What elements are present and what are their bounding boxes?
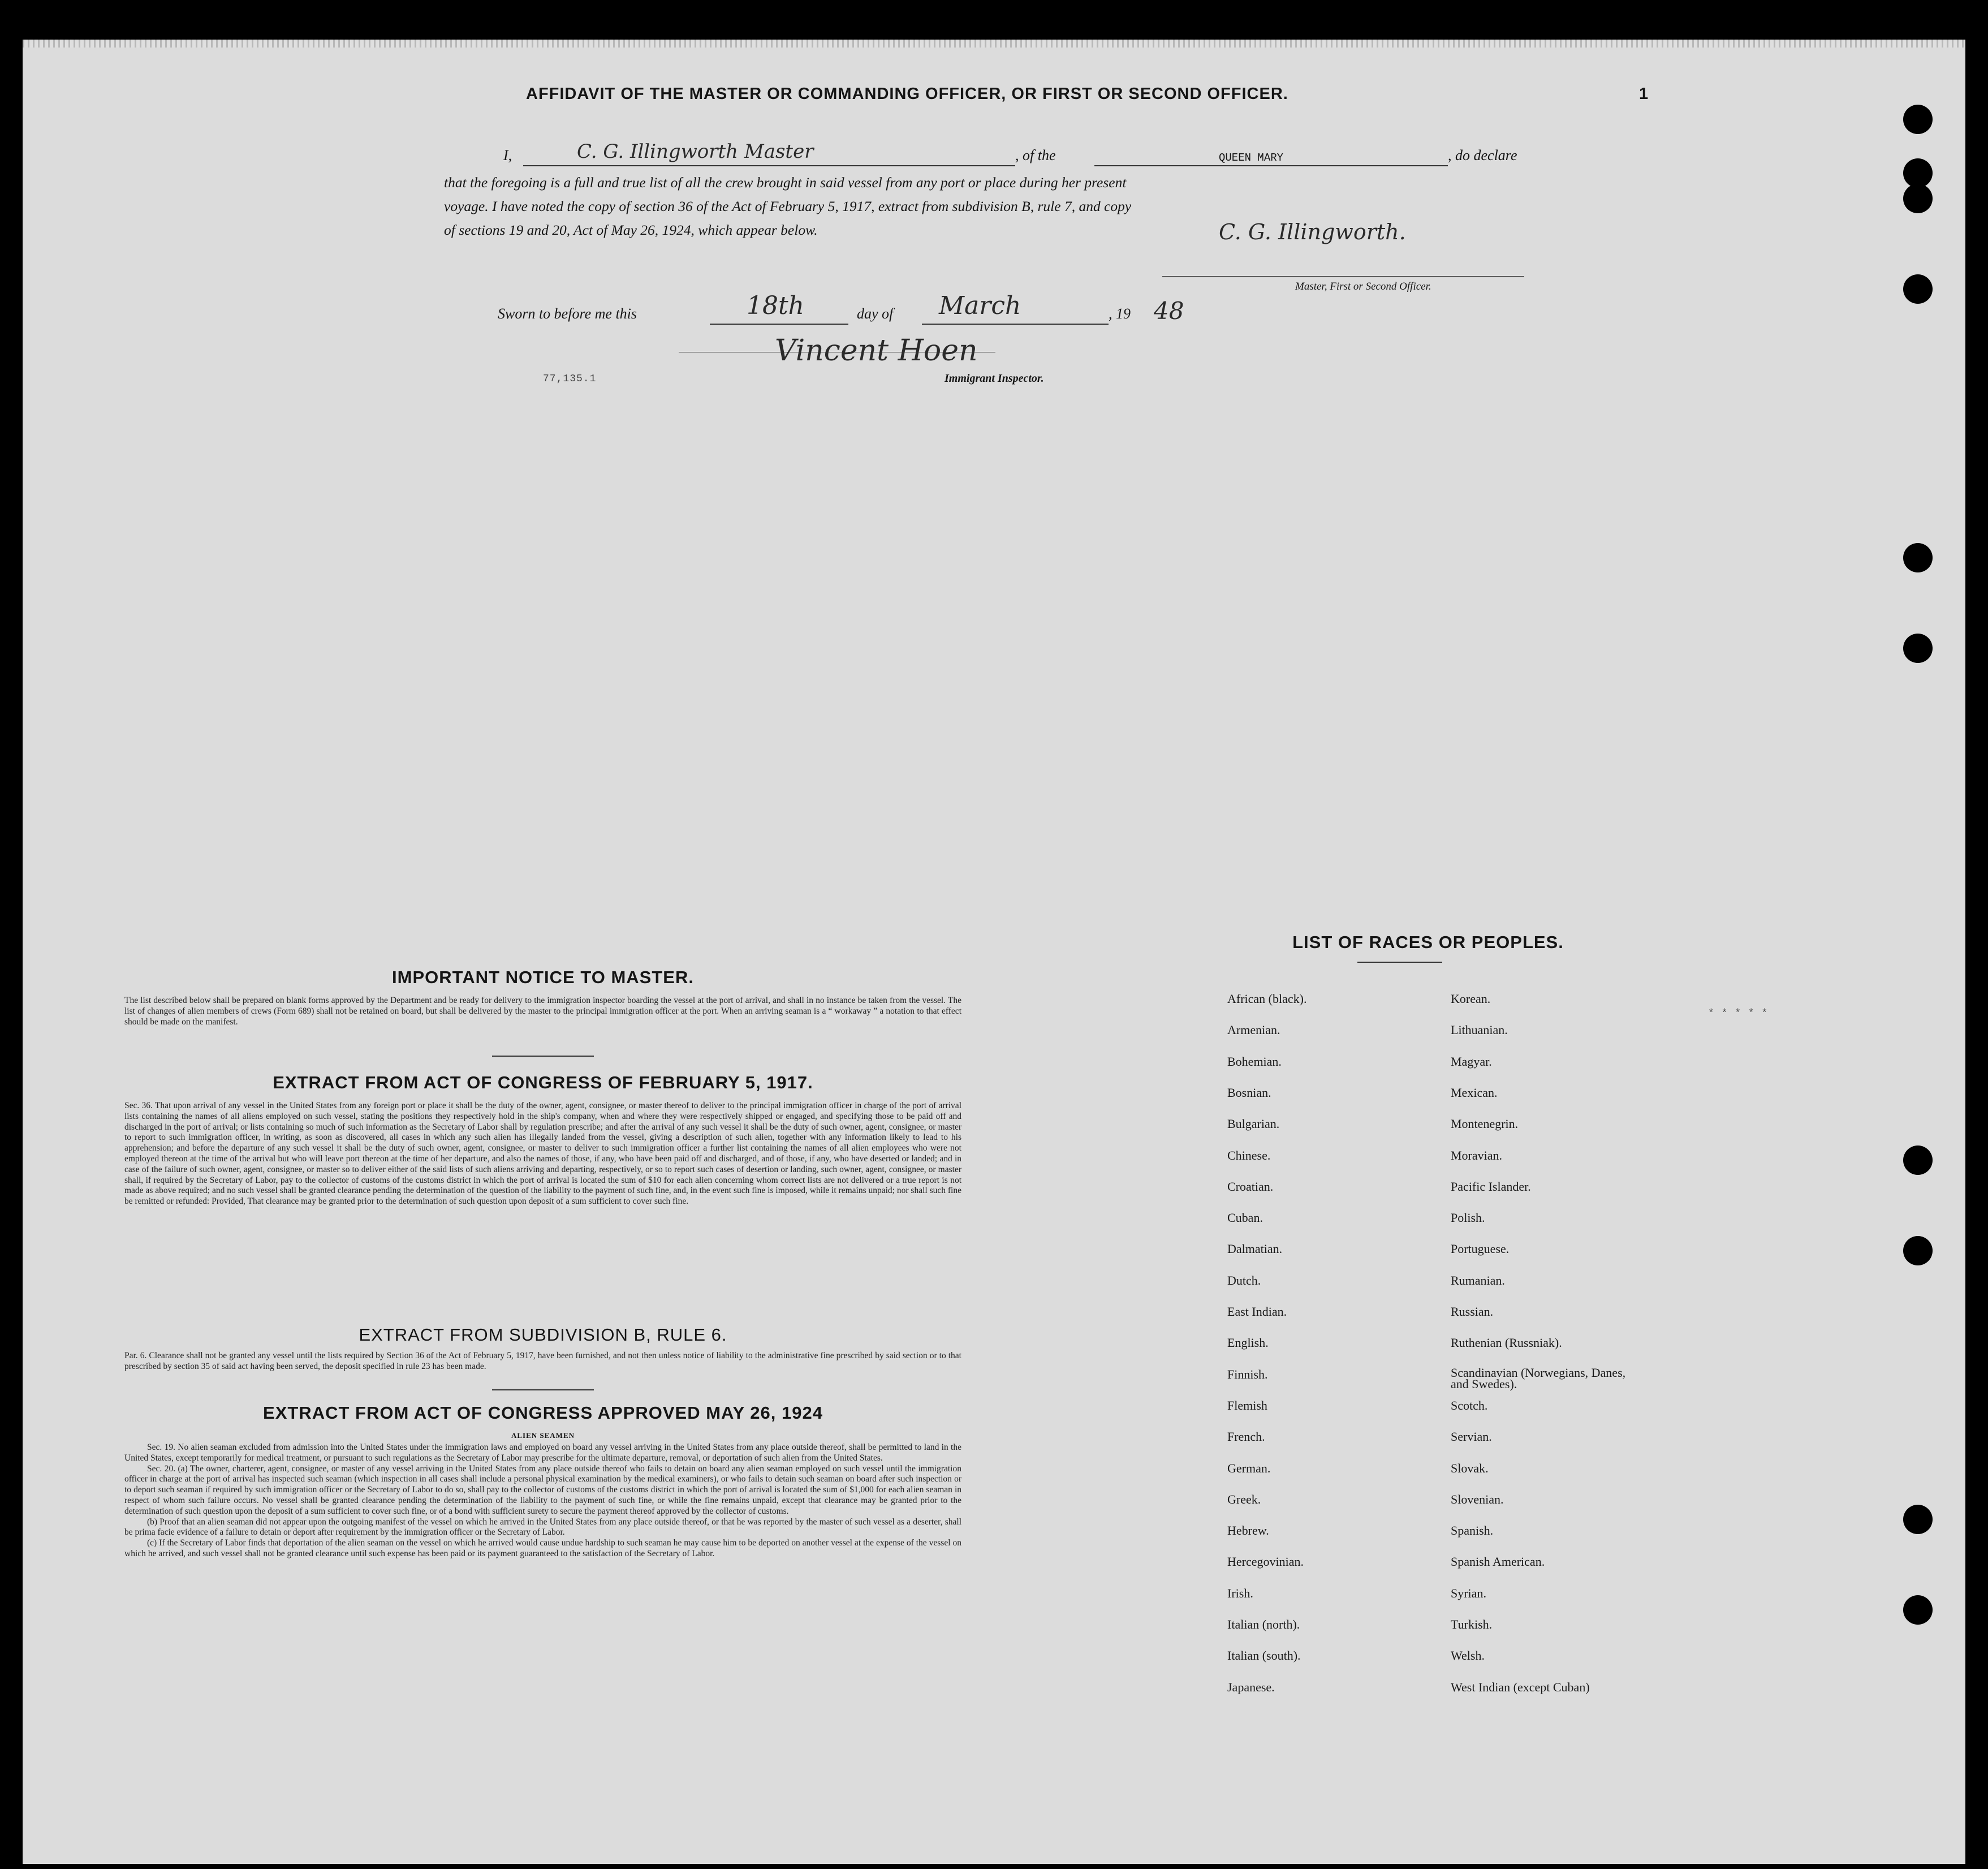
corner-mark: 1: [1639, 85, 1649, 103]
master-signature: C. G. Illingworth.: [1219, 219, 1406, 244]
declaration-line-1: that the foregoing is a full and true list of all the crew brought in said vessel from any port or place during her present: [444, 174, 1127, 191]
race-item: Servian.: [1451, 1429, 1492, 1444]
inspector-signature: Vincent Hoen: [775, 334, 978, 368]
document-page: [23, 40, 1965, 1864]
day-of-label: day of: [857, 305, 894, 322]
declarant-prefix: I,: [503, 147, 512, 163]
sworn-month-line: [922, 324, 1109, 325]
extract-1924-paragraph: Sec. 19. No alien seaman excluded from admission into the United States under the immigration laws and employed on board any vessel arriving in the United States from any place outside thereof, shall be permitted to land in the United States, except temporarily for medical treatment, or pursuant to such regulations as the Secretary of Labor may prescribe for the ultimate departure, removal, or deportation of such alien from the United States.: [124, 1442, 961, 1463]
inspector-caption: Immigrant Inspector.: [945, 372, 1044, 385]
race-item: Spanish American.: [1451, 1554, 1545, 1569]
race-item: Finnish.: [1227, 1367, 1268, 1381]
races-title: LIST OF RACES OR PEOPLES.: [1292, 932, 1564, 952]
divider: [492, 1389, 594, 1390]
race-item: Syrian.: [1451, 1586, 1486, 1600]
extract-rule-title: EXTRACT FROM SUBDIVISION B, RULE 6.: [359, 1325, 727, 1345]
punch-hole: [1903, 1145, 1933, 1175]
race-item: Pacific Islander.: [1451, 1179, 1531, 1194]
punch-hole: [1903, 1595, 1933, 1625]
year-prefix: , 19: [1109, 305, 1131, 322]
signature-line: [1162, 276, 1524, 277]
extract-1924-text: [124, 1442, 961, 1560]
race-item: German.: [1227, 1461, 1271, 1475]
race-item: Japanese.: [1227, 1679, 1275, 1694]
race-item: Scandinavian (Norwegians, Danes, and Swedes).: [1451, 1365, 1626, 1391]
extract-1917-text: Sec. 36. That upon arrival of any vessel in the United States from any foreign port or place it shall be the duty of the owner, agent, consignee, or master thereof to deliver to the principal immigration officer in charge of the port of arrival lists containing the names of all aliens employed on such vessel, stating the positions they respectively hold in the ship's company, when and where they were respectively shipped or engaged, and specifying those to be paid off and discharged in the port of arrival; or lists containing so much of such information as the Secretary of Labor shall by regulation prescribe; and after the arrival of any such vessel it shall be the duty of such owner, agent, consignee, or master to report to such immigration officer, in writing, as soon as discovered, all cases in which any such alien has illegally landed from the vessel, giving a description of such alien, together with any information likely to lead to his apprehension; and before the departure of any such vessel it shall be the duty of such owner, agent, consignee, or master to deliver to such immigration officer a further list containing the names of all alien employees who were not employed thereon at the time of the arrival but who will leave port thereon at the time of her departure, and also the names of those, if any, who have been paid off and discharged, and of those, if any, who have deserted or landed; and in case of the failure of such owner, agent, consignee, or master so to deliver either of the said lists of such aliens arriving and departing, respectively, or so to report such cases of desertion or landing, such owner, agent, consignee, or master shall, if required by the Secretary of Labor, pay to the collector of customs of the customs district in which the port of arrival is located the sum of $10 for each alien concerning whom correct lists are not delivered or a true report is not made as above required; and no such vessel shall be granted clearance pending the determination of the question of the liability to the payment of such fine, and, in the event such fine is imposed, while it remains unpaid; nor shall such fine be remitted or refunded: Provided, That clearance may be granted prior to the determination of such question upon deposit of a sum sufficient to cover such fine.: [124, 1101, 961, 1207]
race-item: Russian.: [1451, 1304, 1494, 1319]
race-item: Welsh.: [1451, 1648, 1485, 1663]
page-top-edge: [23, 40, 1965, 48]
notice-title: IMPORTANT NOTICE TO MASTER.: [392, 967, 694, 987]
race-item: Slovenian.: [1451, 1492, 1504, 1506]
race-item: Spanish.: [1451, 1523, 1494, 1538]
extract-1924-title: EXTRACT FROM ACT OF CONGRESS APPROVED MAY 26, 1924: [263, 1403, 823, 1423]
race-item: Lithuanian.: [1451, 1023, 1508, 1037]
punch-hole: [1903, 105, 1933, 134]
race-item: French.: [1227, 1429, 1265, 1444]
race-item: Flemish: [1227, 1398, 1267, 1412]
race-item: Dalmatian.: [1227, 1242, 1283, 1256]
race-item: Scotch.: [1451, 1398, 1488, 1412]
punch-hole: [1903, 1505, 1933, 1534]
extract-1924-paragraph: (c) If the Secretary of Labor finds that deportation of the alien seaman on the vessel on which he arrived would cause undue hardship to such seaman he may cause him to be deported on another vessel at the expense of the vessel on which he arrived, and such vessel shall not be granted clearance until such expense has been paid or its payment guaranteed to the satisfaction of the Secretary of Labor.: [124, 1538, 961, 1558]
notice-text: The list described below shall be prepared on blank forms approved by the Department and be ready for delivery to the immigration inspector boarding the vessel at the port of arrival, and shall in no instance be taken from the vessel. The list of changes of alien members of crews (Form 689) shall not be retained on board, but shall be delivered by the master to the principal immigration officer at the port. When an arriving seaman is a “ workaway ” a notation to that effect should be made on the manifest.: [124, 996, 961, 1027]
race-item: Moravian.: [1451, 1148, 1503, 1162]
race-item: Cuban.: [1227, 1211, 1263, 1225]
divider: [1357, 962, 1442, 963]
race-item: Croatian.: [1227, 1179, 1274, 1194]
race-item: Turkish.: [1451, 1617, 1493, 1631]
race-item: African (black).: [1227, 992, 1307, 1006]
extract-1924-paragraph: Sec. 20. (a) The owner, charterer, agent, consignee, or master of any vessel arriving in the United States from any place outside thereof who fails to detain on board any alien seaman employed on such vessel until the immigration officer in charge at the port of arrival has inspected such seaman (which inspection in all cases shall include a personal physical examination by the medical examiners), or who fails to detain such seaman on board after such inspection or to deport such seaman if required by such immigration officer or the Secretary of Labor to do so, shall pay to the collector of customs of the customs district in which the port of arrival is located the sum of $1,000 for each alien seaman in respect of whom such failure occurs. No vessel shall be granted clearance pending the determination of the liability to the payment of such fine, or while the fine remains unpaid, except that clearance may be granted prior to the determination of such question upon the deposit of a sum sufficient to cover such fine, or of a bond with sufficient surety to secure the payment thereof approved by the collector of customs.: [124, 1463, 961, 1516]
race-item: Bulgarian.: [1227, 1117, 1280, 1131]
punch-hole: [1903, 274, 1933, 304]
race-item: Irish.: [1227, 1586, 1253, 1600]
vessel-name: QUEEN MARY: [1219, 152, 1284, 164]
extract-1917-title: EXTRACT FROM ACT OF CONGRESS OF FEBRUARY 5, 1917.: [273, 1073, 813, 1092]
race-item: Italian (south).: [1227, 1648, 1301, 1663]
faint-stamp: * * * * *: [1708, 1008, 1769, 1019]
race-item: Greek.: [1227, 1492, 1261, 1506]
race-item: Magyar.: [1451, 1054, 1492, 1069]
sworn-day-line: [710, 324, 848, 325]
sworn-month: March: [939, 291, 1021, 320]
race-item: Mexican.: [1451, 1085, 1498, 1100]
race-item: Korean.: [1451, 992, 1491, 1006]
faint-stamp: 77,135.1: [543, 373, 597, 385]
race-item: Slovak.: [1451, 1461, 1489, 1475]
race-item: Polish.: [1451, 1211, 1485, 1225]
race-item: English.: [1227, 1336, 1269, 1350]
sworn-prefix: Sworn to before me this: [498, 305, 637, 322]
extract-1924-subtitle: ALIEN SEAMEN: [511, 1431, 575, 1440]
race-item: Bosnian.: [1227, 1085, 1271, 1100]
race-item: Montenegrin.: [1451, 1117, 1519, 1131]
race-item: Bohemian.: [1227, 1054, 1282, 1069]
affidavit-title: AFFIDAVIT OF THE MASTER OR COMMANDING OFFICER, OR FIRST OR SECOND OFFICER.: [526, 85, 1288, 103]
punch-hole: [1903, 184, 1933, 213]
year-suffix: 48: [1154, 297, 1184, 325]
race-item: Chinese.: [1227, 1148, 1271, 1162]
extract-1924-paragraph: (b) Proof that an alien seaman did not appear upon the outgoing manifest of the vessel on which he arrived in the United States from any place outside thereof, or that he was reported by the master of such vessel as a deserter, shall be prima facie evidence of a failure to detain or deport after requirement by the immigration officer or the Secretary of Labor.: [124, 1517, 961, 1538]
race-item: West Indian (except Cuban): [1451, 1679, 1590, 1694]
punch-hole: [1903, 1236, 1933, 1265]
race-item: Dutch.: [1227, 1273, 1261, 1287]
declaration-line-2: voyage. I have noted the copy of section 36 of the Act of February 5, 1917, extract from subdivision B, rule 7, and copy: [444, 198, 1132, 214]
signature-caption: Master, First or Second Officer.: [1295, 281, 1431, 292]
race-item: Ruthenian (Russniak).: [1451, 1336, 1562, 1350]
race-item: Italian (north).: [1227, 1617, 1300, 1631]
race-item: Armenian.: [1227, 1023, 1280, 1037]
declarant-line: [523, 165, 1015, 166]
race-item: Hebrew.: [1227, 1523, 1269, 1538]
race-item: East Indian.: [1227, 1304, 1287, 1319]
declaration-line-3: of sections 19 and 20, Act of May 26, 1924, which appear below.: [444, 222, 818, 238]
sworn-day: 18th: [747, 291, 805, 320]
do-declare-label: , do declare: [1448, 147, 1517, 163]
extract-rule-text: Par. 6. Clearance shall not be granted any vessel until the lists required by Section 36 of the Act of February 5, 1917, have been furnished, and not then unless notice of liability to the administrative fine prescribed by said section or to that prescribed by section 35 of said act having been served, the deposit specified in rule 23 has been made.: [124, 1351, 961, 1371]
divider: [492, 1056, 594, 1057]
declarant-signature: C. G. Illingworth Master: [577, 140, 814, 163]
race-item: Hercegovinian.: [1227, 1554, 1304, 1569]
punch-hole: [1903, 634, 1933, 663]
race-item: Portuguese.: [1451, 1242, 1510, 1256]
punch-hole: [1903, 543, 1933, 572]
of-the-label: , of the: [1015, 147, 1056, 163]
race-item: Rumanian.: [1451, 1273, 1505, 1287]
vessel-line: [1094, 165, 1448, 166]
